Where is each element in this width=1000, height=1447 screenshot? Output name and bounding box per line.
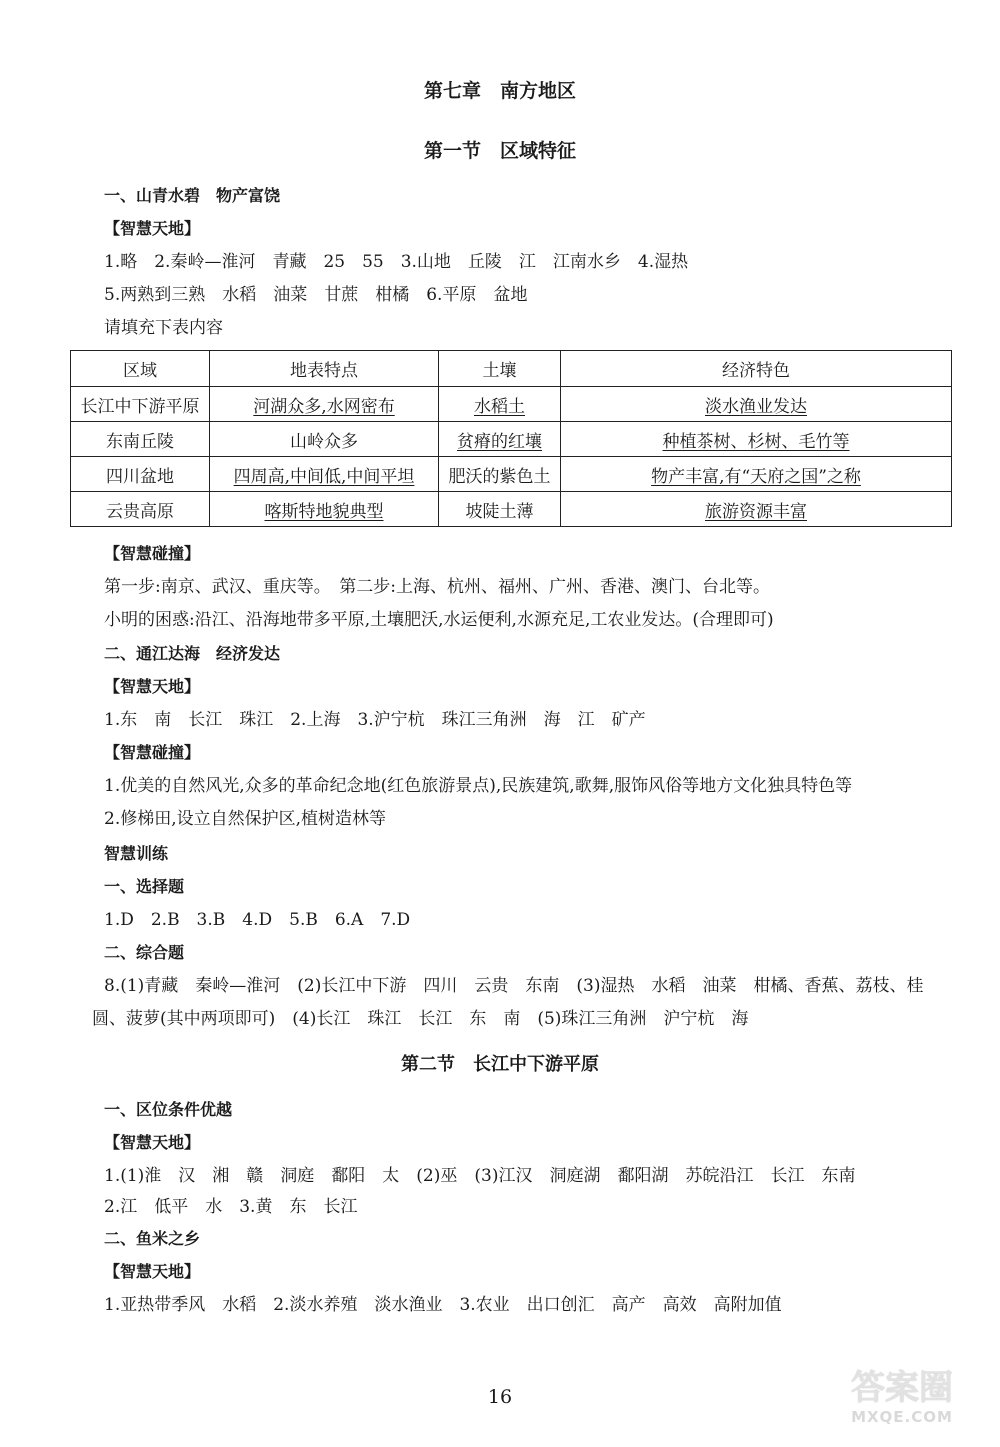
filled-answer: 水稻土 (474, 396, 525, 417)
table-header-cell: 土壤 (439, 351, 561, 387)
answer-line: 1.优美的自然风光,众多的革命纪念地(红色旅游景点),民族建筑,歌舞,服饰风俗等地方文化独具特色等 (104, 776, 853, 796)
answer-line: 圆、菠萝(其中两项即可) (4)长江 珠江 长江 东 南 (5)珠江三角洲 沪宁杭 海 (92, 1009, 749, 1029)
answer-line: 2.江 低平 水 3.黄 东 长江 (104, 1197, 358, 1217)
tiandi-label: 【智慧天地】 (104, 1133, 201, 1152)
table-row (71, 492, 952, 527)
section1-part1-heading: 一、山青水碧 物产富饶 (104, 186, 281, 205)
tiandi-label: 【智慧天地】 (104, 219, 201, 238)
tiandi-label: 【智慧天地】 (104, 677, 201, 696)
filled-answer: 物产丰富,有“天府之国”之称 (651, 466, 861, 487)
page-number: 16 (487, 1386, 513, 1408)
table-header-cell: 经济特色 (561, 351, 952, 387)
table-cell (439, 422, 561, 457)
answer-line: 第一步:南京、武汉、重庆等。 第二步:上海、杭州、福州、广州、香港、澳门、台北等。 (104, 577, 770, 597)
filled-answer: 贫瘠的红壤 (457, 431, 542, 452)
filled-answer: 淡水渔业发达 (705, 396, 807, 417)
pengzhuang-label: 【智慧碰撞】 (104, 544, 201, 563)
choice-heading: 一、选择题 (104, 877, 185, 896)
answer-line: 1.东 南 长江 珠江 2.上海 3.沪宁杭 珠江三角洲 海 江 矿产 (104, 710, 646, 730)
tiandi-label: 【智慧天地】 (104, 1262, 201, 1281)
answer-line: 5.两熟到三熟 水稻 油菜 甘蔗 柑橘 6.平原 盆地 (104, 285, 528, 305)
table-row (71, 422, 952, 457)
chapter-title: 第七章 南方地区 (423, 80, 576, 102)
table-cell: 肥沃的紫色土 (439, 457, 561, 492)
filled-answer: 喀斯特地貌典型 (264, 501, 384, 522)
filled-answer: 种植茶树、杉树、毛竹等 (662, 431, 850, 452)
section2-part2-heading: 二、鱼米之乡 (104, 1229, 201, 1248)
choice-answers: 1.D 2.B 3.B 4.D 5.B 6.A 7.D (104, 910, 411, 930)
table-row (71, 457, 952, 492)
answer-line: 1.略 2.秦岭—淮河 青藏 25 55 3.山地 丘陵 江 江南水乡 4.湿热 (104, 252, 689, 272)
pengzhuang-label: 【智慧碰撞】 (104, 743, 201, 762)
region-features-table (70, 350, 952, 527)
table-cell: 坡陡土薄 (439, 492, 561, 527)
table-cell-region: 东南丘陵 (71, 422, 210, 457)
watermark-logo (812, 1368, 992, 1440)
comprehensive-heading: 二、综合题 (104, 943, 185, 962)
section1-title: 第一节 区域特征 (423, 140, 576, 162)
table-cell (561, 387, 952, 422)
table-cell (561, 422, 952, 457)
filled-answer: 河湖众多,水网密布 (253, 396, 395, 417)
filled-answer: 四周高,中间低,中间平坦 (233, 466, 415, 487)
table-row (71, 387, 952, 422)
watermark-url: MXQE.COM (851, 1408, 953, 1426)
table-cell (210, 492, 439, 527)
table-header-cell: 区域 (71, 351, 210, 387)
table-cell (210, 387, 439, 422)
table-intro: 请填充下表内容 (104, 318, 223, 338)
watermark-logo-text: 答案圈 (851, 1368, 953, 1408)
table-cell (561, 492, 952, 527)
table-cell-region: 云贵高原 (71, 492, 210, 527)
table-header-cell: 地表特点 (210, 351, 439, 387)
table-cell (439, 387, 561, 422)
section1-part2-heading: 二、通江达海 经济发达 (104, 644, 281, 663)
table-cell-region: 四川盆地 (71, 457, 210, 492)
answer-line: 1.亚热带季风 水稻 2.淡水养殖 淡水渔业 3.农业 出口创汇 高产 高效 高附加值 (104, 1295, 782, 1315)
section2-part1-heading: 一、区位条件优越 (104, 1100, 233, 1119)
table-cell-region: 长江中下游平原 (71, 387, 210, 422)
filled-answer: 旅游资源丰富 (705, 501, 807, 522)
training-heading: 智慧训练 (104, 844, 169, 863)
table-header-row (71, 351, 952, 387)
section2-title: 第二节 长江中下游平原 (401, 1054, 599, 1075)
answer-line: 8.(1)青藏 秦岭—淮河 (2)长江中下游 四川 云贵 东南 (3)湿热 水稻 油菜 柑橘、香蕉、荔枝、桂 (104, 976, 924, 996)
table-cell (210, 457, 439, 492)
answer-line: 1.(1)淮 汉 湘 赣 洞庭 鄱阳 太 (2)巫 (3)江汉 洞庭湖 鄱阳湖 苏皖沿江 长江 东南 (104, 1166, 856, 1186)
table-cell: 山岭众多 (210, 422, 439, 457)
answer-line: 小明的困惑:沿江、沿海地带多平原,土壤肥沃,水运便利,水源充足,工农业发达。(合理即可) (104, 610, 774, 630)
answer-line: 2.修梯田,设立自然保护区,植树造林等 (104, 809, 387, 829)
table-cell (561, 457, 952, 492)
